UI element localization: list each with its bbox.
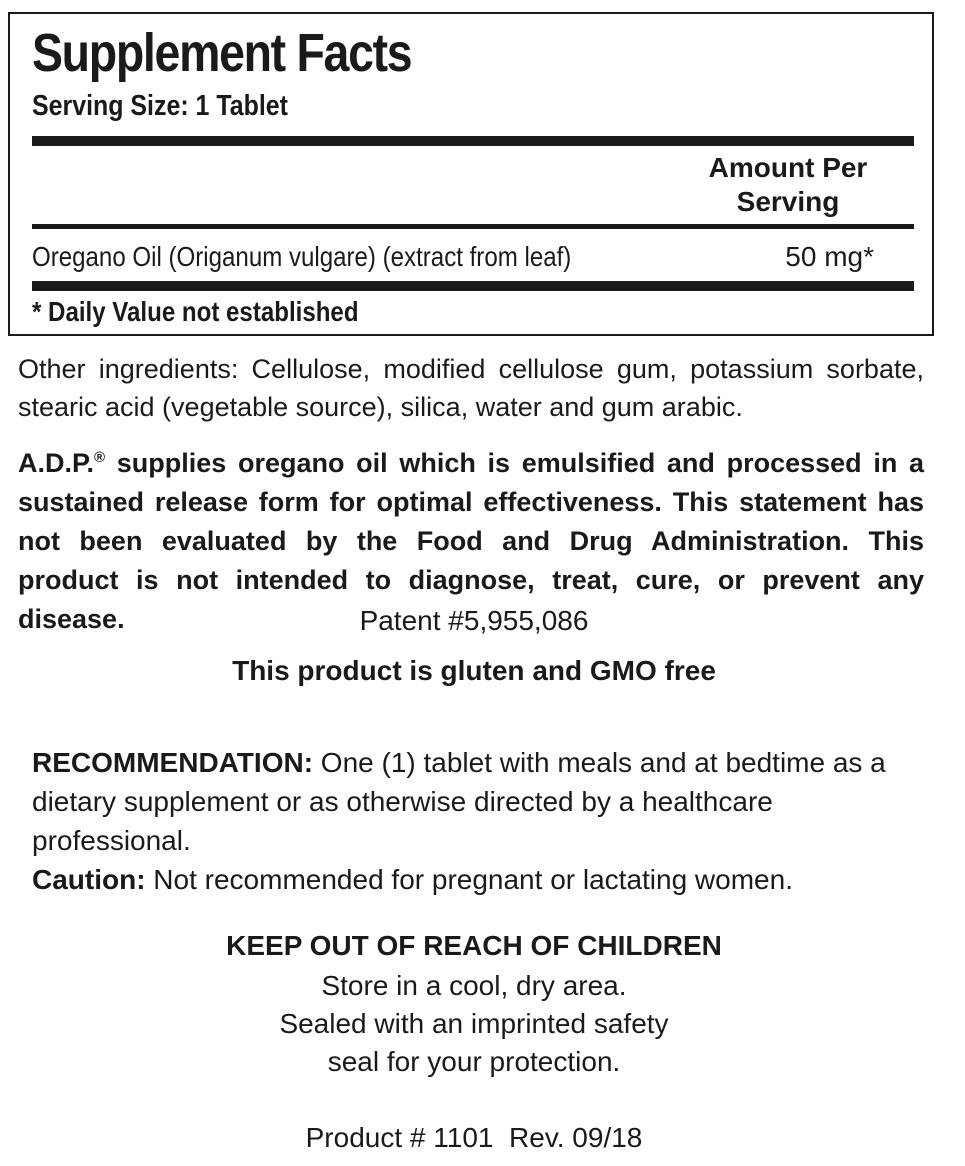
supplement-facts-panel	[8, 12, 934, 336]
amount-header-line1: Amount Per	[708, 152, 868, 183]
divider-thick-top	[32, 136, 914, 146]
divider-thin	[32, 224, 914, 229]
caution-text: Not recommended for pregnant or lactating women.	[145, 864, 793, 895]
facts-title: Supplement Facts	[32, 23, 412, 83]
recommendation-text: One (1) tablet with meals and at bedtime as a dietary supplement or as otherwise directed by a healthcare professional.	[32, 747, 886, 856]
recommendation-label: RECOMMENDATION:	[32, 747, 314, 778]
gluten-gmo-free: This product is gluten and GMO free	[232, 655, 716, 686]
amount-header-line2: Serving	[736, 186, 840, 217]
storage-line-3: seal for your protection.	[327, 1046, 621, 1077]
storage-line-2: Sealed with an imprinted safety	[279, 1008, 669, 1039]
amount-per-serving-header	[678, 151, 898, 219]
keep-out-of-reach: KEEP OUT OF REACH OF CHILDREN	[226, 930, 722, 961]
daily-value-footnote: * Daily Value not established	[32, 296, 359, 327]
storage-line-1: Store in a cool, dry area.	[321, 970, 627, 1001]
patent-number: Patent #5,955,086	[359, 605, 589, 636]
other-ingredients: Other ingredients: Cellulose, modified cellulose gum, potassium sorbate, stearic acid (vegetable source), silica, water and gum arabic.	[18, 354, 924, 422]
caution	[32, 860, 932, 899]
statement-text: supplies oregano oil which is emulsified and processed in a sustained release form for optimal effectiveness. This statement has not been evaluated by the Food and Drug Administration. This product is not intended to diagnose, treat, cure, or prevent any disease.	[18, 448, 924, 634]
brand-name: A.D.P.	[18, 448, 95, 478]
ingredient-name: Oregano Oil (Origanum vulgare) (extract from leaf)	[32, 241, 572, 272]
recommendation	[32, 743, 932, 860]
divider-thick-bottom	[32, 281, 914, 291]
product-number-revision: Product # 1101 Rev. 09/18	[305, 1122, 643, 1153]
caution-label: Caution:	[32, 864, 146, 895]
ingredient-amount: 50 mg*	[785, 241, 874, 272]
registered-mark: ®	[94, 449, 106, 466]
serving-size: Serving Size: 1 Tablet	[32, 90, 288, 122]
